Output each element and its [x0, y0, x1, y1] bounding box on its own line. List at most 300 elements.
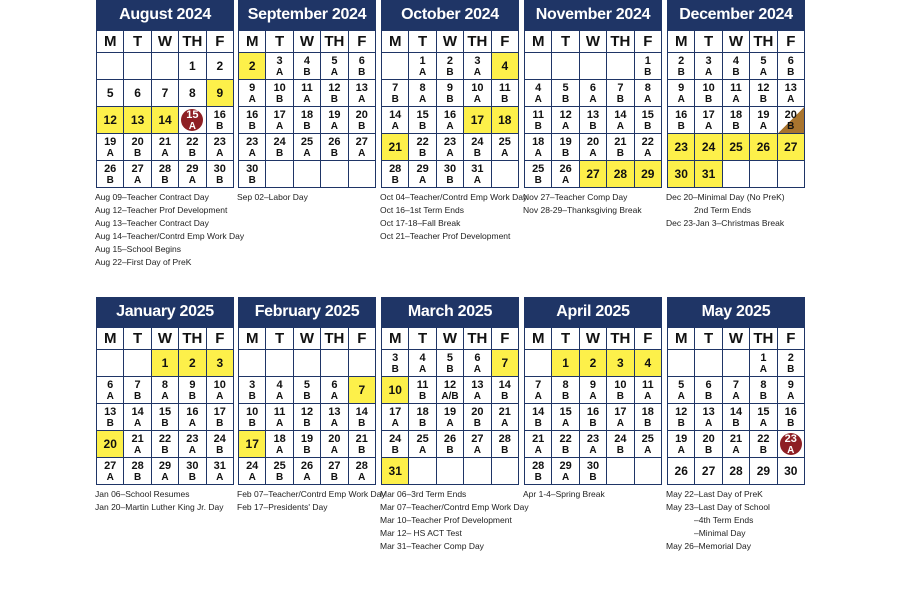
day-number: 20: [131, 135, 144, 148]
day-cell: [207, 431, 234, 458]
day-cell: [179, 458, 206, 485]
day-number: 29: [756, 464, 771, 478]
day-cell: [239, 404, 266, 431]
day-number: 17: [470, 113, 485, 127]
day-letter: B: [589, 120, 597, 132]
day-cell: [179, 53, 206, 80]
day-number: 5: [331, 54, 338, 67]
day-cell: [464, 107, 491, 134]
day-letter: A: [188, 417, 196, 429]
day-cell: [723, 80, 750, 107]
day-number: 15: [186, 108, 199, 121]
day-number: 20: [328, 432, 341, 445]
note-line: May 23–Last Day of School: [666, 502, 770, 512]
month-title: November 2024: [524, 0, 662, 30]
weekday-header: W: [437, 31, 464, 53]
day-letter: B: [759, 390, 767, 402]
day-number: 14: [158, 113, 172, 127]
note-line: May 22–Last Day of PreK: [666, 489, 763, 499]
day-number: 20: [702, 432, 715, 445]
day-letter: A: [534, 93, 542, 105]
day-cell: [668, 377, 695, 404]
month-calendar: [96, 0, 234, 188]
day-letter: A: [106, 471, 114, 483]
day-cell: [409, 377, 436, 404]
day-number: 14: [532, 405, 545, 418]
note-line: Dec 20–Minimal Day (No PreK): [666, 192, 785, 202]
day-letter: A: [561, 417, 570, 429]
day-letter: A: [133, 444, 142, 456]
day-cell: [525, 431, 552, 458]
day-letter: A: [616, 120, 624, 132]
day-cell: [552, 431, 579, 458]
month-calendar: [96, 297, 234, 485]
day-number: 31: [213, 459, 226, 472]
day-cell: [321, 134, 348, 161]
day-cell: [239, 107, 266, 134]
day-letter: B: [704, 444, 713, 456]
day-cell: [668, 458, 695, 485]
day-cell: [97, 350, 124, 377]
day-cell: [152, 80, 179, 107]
day-letter: B: [616, 444, 624, 456]
day-number: 25: [416, 432, 429, 445]
day-cell: [382, 458, 409, 485]
note-line: 2nd Term Ends: [694, 205, 752, 215]
day-number: 30: [784, 464, 798, 478]
day-number: 7: [161, 86, 169, 100]
day-number: 10: [213, 378, 226, 391]
day-letter: B: [446, 93, 454, 105]
day-cell: [437, 458, 464, 485]
day-cell: [294, 458, 321, 485]
day-cell: [525, 161, 552, 188]
day-letter: A: [534, 390, 542, 402]
month-calendar: [381, 0, 519, 188]
day-letter: B: [303, 444, 311, 456]
day-letter: B: [534, 417, 542, 429]
day-letter: A: [644, 93, 652, 105]
day-letter: A: [275, 120, 284, 132]
day-number: 19: [675, 432, 688, 445]
day-letter: B: [589, 471, 597, 483]
day-number: 5: [760, 54, 767, 67]
day-cell: [695, 404, 722, 431]
note-line: Mar 10–Teacher Prof Development: [380, 515, 512, 525]
month-grid: [381, 30, 519, 188]
day-number: 12: [328, 81, 341, 94]
day-letter: B: [759, 93, 767, 105]
day-cell: [552, 350, 579, 377]
weekday-header: TH: [321, 31, 348, 53]
day-letter: A: [275, 417, 284, 429]
day-letter: B: [418, 120, 427, 132]
day-letter: A: [589, 390, 597, 402]
day-cell: [668, 134, 695, 161]
day-cell: [635, 134, 662, 161]
day-number: 9: [589, 378, 597, 391]
note-line: Aug 14–Teacher/Contrd Emp Work Day: [95, 231, 245, 241]
day-cell: [607, 350, 634, 377]
day-cell: [607, 80, 634, 107]
day-letter: B: [787, 363, 795, 375]
day-cell: [409, 431, 436, 458]
weekday-header: TH: [607, 31, 634, 53]
day-number: 21: [388, 140, 402, 154]
day-cell: [266, 350, 293, 377]
day-number: 23: [213, 135, 226, 148]
day-cell: [492, 377, 519, 404]
day-letter: A: [446, 147, 454, 159]
day-number: 13: [130, 113, 145, 127]
day-number: 21: [532, 432, 545, 445]
day-cell: [525, 53, 552, 80]
day-letter: B: [216, 417, 224, 429]
day-cell: [464, 431, 491, 458]
day-number: 14: [355, 405, 368, 418]
day-number: 1: [161, 356, 169, 370]
day-cell: [723, 53, 750, 80]
day-cell: [607, 377, 634, 404]
day-number: 10: [614, 378, 627, 391]
weekday-header: T: [695, 328, 722, 350]
day-number: 22: [186, 135, 199, 148]
day-cell: [294, 431, 321, 458]
day-number: 23: [674, 140, 688, 154]
note-line: Nov 28-29–Thanksgiving Break: [523, 205, 642, 215]
note-line: Oct 21–Teacher Prof Development: [380, 231, 511, 241]
day-cell: [607, 431, 634, 458]
day-number: 21: [131, 432, 144, 445]
day-letter: A: [787, 390, 795, 402]
day-number: 7: [617, 81, 624, 94]
day-number: 26: [674, 464, 688, 478]
day-letter: B: [106, 174, 114, 186]
day-cell: [179, 377, 206, 404]
day-number: 11: [641, 378, 654, 391]
day-letter: B: [677, 120, 685, 132]
day-number: 22: [757, 432, 770, 445]
day-cell: [635, 107, 662, 134]
month-notes: [95, 191, 244, 269]
day-letter: B: [644, 120, 652, 132]
day-letter: A: [732, 93, 740, 105]
note-line: Oct 16–1st Term Ends: [380, 205, 464, 215]
weekday-header: M: [668, 328, 695, 350]
day-letter: B: [418, 417, 427, 429]
day-number: 31: [388, 464, 402, 478]
day-cell: [266, 107, 293, 134]
day-letter: A: [418, 363, 427, 375]
day-cell: [464, 404, 491, 431]
day-cell: [382, 80, 409, 107]
day-number: 28: [729, 464, 743, 478]
day-number: 29: [158, 459, 172, 472]
day-number: 30: [443, 162, 457, 175]
day-number: 10: [388, 383, 402, 397]
day-cell: [778, 161, 805, 188]
day-letter: A: [473, 66, 481, 78]
day-letter: A: [216, 390, 224, 402]
day-cell: [266, 161, 293, 188]
day-number: 19: [757, 108, 770, 121]
weekday-header: T: [124, 31, 151, 53]
day-number: 10: [246, 405, 259, 418]
day-number: 13: [471, 378, 484, 391]
day-letter: B: [473, 147, 481, 159]
note-line: Nov 27–Teacher Comp Day: [523, 192, 628, 202]
day-letter: A: [644, 390, 652, 402]
day-letter: B: [732, 417, 740, 429]
day-number: 23: [443, 135, 457, 148]
day-cell: [437, 134, 464, 161]
note-line: Aug 09–Teacher Contract Day: [95, 192, 209, 202]
weekday-header: F: [207, 31, 234, 53]
day-number: 6: [134, 86, 141, 100]
day-cell: [179, 431, 206, 458]
day-cell: [97, 107, 124, 134]
day-letter: A: [248, 93, 256, 105]
day-letter: A: [759, 66, 767, 78]
day-letter: A: [589, 444, 597, 456]
day-letter: B: [161, 444, 169, 456]
day-number: 13: [702, 405, 715, 418]
day-cell: [525, 458, 552, 485]
day-cell: [97, 161, 124, 188]
day-number: 17: [245, 437, 259, 451]
day-number: 18: [273, 432, 286, 445]
day-cell: [294, 53, 321, 80]
weekday-header: M: [97, 328, 124, 350]
day-number: 14: [729, 405, 743, 418]
day-cell: [266, 53, 293, 80]
day-letter: B: [446, 444, 454, 456]
day-cell: [750, 80, 777, 107]
day-letter: B: [216, 120, 224, 132]
day-cell: [723, 377, 750, 404]
day-cell: [152, 107, 179, 134]
day-cell: [525, 107, 552, 134]
weekday-header: TH: [179, 31, 206, 53]
day-cell: [695, 431, 722, 458]
day-number: 20: [103, 437, 117, 451]
day-cell: [97, 377, 124, 404]
month-title: August 2024: [96, 0, 234, 30]
day-letter: A: [358, 147, 366, 159]
day-letter: B: [391, 174, 399, 186]
day-letter: A: [330, 120, 338, 132]
day-cell: [124, 134, 151, 161]
day-number: 26: [559, 162, 572, 175]
day-cell: [124, 107, 151, 134]
day-number: 6: [107, 378, 114, 391]
day-letter: B: [275, 93, 284, 105]
day-cell: [778, 107, 805, 134]
day-cell: [382, 107, 409, 134]
day-number: 10: [702, 81, 715, 94]
day-cell: [464, 377, 491, 404]
day-cell: [409, 53, 436, 80]
day-number: 18: [416, 405, 429, 418]
month-notes: [380, 488, 529, 553]
day-number: 24: [246, 459, 259, 472]
day-cell: [580, 134, 607, 161]
day-letter: A: [473, 363, 481, 375]
day-cell: [750, 377, 777, 404]
day-cell: [382, 350, 409, 377]
day-number: 26: [756, 140, 771, 154]
day-number: 5: [303, 378, 311, 391]
day-number: 27: [784, 140, 798, 154]
day-letter: B: [787, 120, 795, 132]
day-letter: A: [677, 390, 685, 402]
day-letter: A: [248, 471, 256, 483]
day-letter: B: [303, 120, 311, 132]
day-letter: B: [216, 174, 224, 186]
weekday-header: F: [492, 328, 519, 350]
day-number: 27: [701, 464, 716, 478]
day-letter: A: [161, 471, 169, 483]
day-number: 17: [273, 108, 286, 121]
day-letter: A: [391, 417, 399, 429]
day-cell: [695, 350, 722, 377]
day-number: 23: [586, 432, 600, 445]
day-letter: B: [161, 417, 169, 429]
day-number: 5: [106, 86, 114, 100]
weekday-header: T: [695, 31, 722, 53]
day-cell: [152, 377, 179, 404]
day-number: 3: [276, 54, 283, 67]
day-cell: [152, 134, 179, 161]
day-letter: B: [677, 417, 685, 429]
day-cell: [580, 458, 607, 485]
day-number: 31: [701, 167, 716, 181]
day-number: 2: [678, 54, 685, 67]
day-number: 3: [249, 378, 256, 391]
day-cell: [552, 134, 579, 161]
month-title: October 2024: [381, 0, 519, 30]
day-cell: [723, 458, 750, 485]
day-cell: [321, 404, 348, 431]
weekday-header: T: [266, 31, 293, 53]
day-cell: [179, 350, 206, 377]
day-letter: B: [446, 363, 454, 375]
month-notes: [95, 488, 224, 514]
day-cell: [668, 80, 695, 107]
day-cell: [124, 80, 151, 107]
day-cell: [409, 350, 436, 377]
day-number: 20: [586, 135, 600, 148]
weekday-header: TH: [464, 31, 491, 53]
day-number: 11: [730, 81, 742, 94]
day-number: 19: [443, 405, 457, 418]
day-number: 1: [644, 54, 651, 67]
month-grid: [238, 30, 376, 188]
day-number: 14: [614, 108, 627, 121]
day-cell: [321, 161, 348, 188]
day-letter: A: [275, 66, 284, 78]
day-number: 21: [729, 432, 743, 445]
day-cell: [179, 134, 206, 161]
day-cell: [207, 377, 234, 404]
day-number: 22: [559, 432, 572, 445]
weekday-header: W: [152, 31, 179, 53]
day-cell: [437, 53, 464, 80]
day-number: 17: [702, 108, 715, 121]
weekday-header: M: [382, 31, 409, 53]
day-letter: B: [303, 66, 311, 78]
day-number: 7: [732, 378, 740, 391]
day-cell: [580, 377, 607, 404]
note-line: Feb 17–Presidents' Day: [237, 502, 328, 512]
day-cell: [266, 134, 293, 161]
day-letter: A: [561, 471, 570, 483]
day-cell: [525, 404, 552, 431]
month-grid: [667, 30, 805, 188]
day-number: 13: [355, 81, 368, 94]
day-letter: B: [391, 363, 399, 375]
month-calendar: [381, 297, 519, 485]
day-cell: [464, 458, 491, 485]
day-letter: A: [561, 120, 570, 132]
day-letter: B: [106, 417, 114, 429]
weekday-header: M: [239, 328, 266, 350]
day-cell: [294, 377, 321, 404]
day-letter: A: [161, 147, 169, 159]
day-cell: [349, 134, 376, 161]
day-number: 16: [186, 405, 199, 418]
day-cell: [294, 404, 321, 431]
day-number: 9: [189, 378, 196, 391]
day-letter: A: [759, 120, 767, 132]
day-number: 13: [104, 405, 117, 418]
day-cell: [635, 404, 662, 431]
day-cell: [321, 53, 348, 80]
day-cell: [552, 161, 579, 188]
weekday-header: F: [492, 31, 519, 53]
day-letter: A: [358, 471, 366, 483]
day-cell: [607, 107, 634, 134]
day-letter: B: [275, 147, 284, 159]
day-cell: [152, 350, 179, 377]
weekday-header: T: [552, 31, 579, 53]
day-number: 24: [701, 140, 716, 154]
day-cell: [668, 431, 695, 458]
day-number: 9: [787, 378, 794, 391]
day-number: 16: [675, 108, 688, 121]
day-number: 11: [273, 405, 286, 418]
day-number: 21: [498, 405, 511, 418]
day-number: 25: [729, 140, 743, 154]
day-cell: [668, 53, 695, 80]
day-letter: A: [391, 120, 399, 132]
day-number: 12: [300, 405, 314, 418]
day-letter: A: [446, 417, 454, 429]
day-number: 30: [186, 459, 199, 472]
day-cell: [207, 107, 234, 134]
day-cell: [382, 134, 409, 161]
day-number: 6: [474, 351, 481, 364]
weekday-header: F: [635, 31, 662, 53]
day-letter: B: [473, 417, 481, 429]
day-cell: [695, 80, 722, 107]
day-letter: B: [759, 444, 767, 456]
day-cell: [552, 404, 579, 431]
day-number: 6: [358, 54, 365, 67]
day-number: 17: [213, 405, 226, 418]
day-cell: [349, 458, 376, 485]
day-letter: B: [787, 417, 795, 429]
